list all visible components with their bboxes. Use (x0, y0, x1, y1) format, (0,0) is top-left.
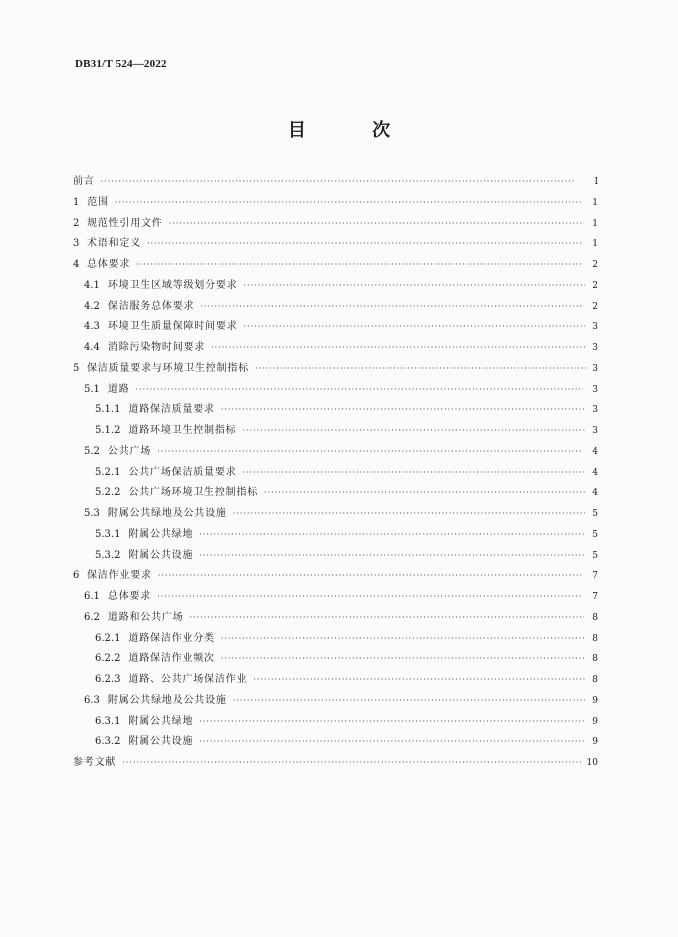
toc-entry-page: 3 (592, 426, 598, 436)
toc-entry-number: 6.3.2 (95, 736, 121, 748)
toc-dot-leader (157, 442, 583, 462)
toc-entry-title: 道路保洁作业分类 (128, 632, 215, 644)
toc-entry-page: 9 (592, 695, 598, 706)
toc-entry-title: 附属公共设施 (128, 736, 194, 748)
toc-entry-page: 4 (592, 488, 598, 499)
toc-entry-page: 8 (592, 633, 598, 644)
toc-entry-page: 3 (592, 343, 598, 353)
toc-dot-leader (136, 380, 583, 400)
toc-entry[interactable] (73, 214, 598, 235)
toc-entry-title: 道路 (107, 383, 130, 395)
toc-entry-title: 附属公共绿地及公共设施 (107, 694, 227, 706)
toc-entry-title: 环境卫生质量保障时间要求 (107, 321, 238, 333)
toc-entry-number: 6 (73, 570, 80, 582)
toc-entry-number: 5 (73, 362, 80, 374)
toc-dot-leader (242, 463, 585, 483)
toc-entry[interactable] (73, 483, 598, 504)
toc-entry-title: 术语和定义 (87, 238, 141, 250)
toc-entry-number: 4.4 (84, 342, 100, 353)
toc-entry[interactable] (73, 691, 598, 712)
toc-entry-page: 5 (592, 509, 598, 519)
toc-entry[interactable] (73, 670, 598, 691)
toc-entry-title: 附属公共绿地 (128, 528, 194, 540)
toc-entry[interactable] (73, 566, 598, 587)
toc-entry[interactable] (73, 753, 598, 774)
toc-dot-leader (233, 691, 585, 711)
toc-entry[interactable] (73, 463, 598, 484)
toc-dot-leader (122, 753, 582, 773)
toc-entry[interactable] (73, 172, 598, 193)
page-title: 目 次 (287, 120, 421, 141)
toc-entry-title: 公共广场 (107, 445, 152, 457)
toc-entry-number: 5.3.2 (95, 549, 121, 561)
toc-dot-leader (253, 670, 585, 690)
toc-entry-title: 规范性引用文件 (87, 217, 163, 229)
toc-dot-leader (211, 338, 584, 358)
toc-dot-leader (136, 255, 583, 275)
toc-entry-number: 5.2 (84, 445, 100, 457)
toc-entry-page: 2 (592, 260, 598, 270)
toc-dot-leader (199, 525, 584, 545)
toc-entry-number: 6.2.3 (95, 674, 121, 685)
toc-entry[interactable] (73, 421, 598, 442)
toc-entry[interactable] (73, 297, 598, 318)
toc-entry-title: 保洁服务总体要求 (107, 300, 195, 312)
toc-entry-page: 5 (592, 550, 598, 561)
toc-entry-page: 9 (592, 716, 598, 727)
table-of-contents (73, 172, 598, 774)
toc-entry[interactable] (73, 608, 598, 629)
toc-entry-number: 1 (73, 196, 80, 208)
toc-entry[interactable] (73, 193, 598, 214)
toc-entry[interactable] (73, 504, 598, 525)
toc-dot-leader (242, 421, 585, 441)
toc-dot-leader (255, 359, 586, 379)
toc-dot-leader (221, 400, 585, 420)
toc-entry-number: 4.3 (84, 321, 100, 333)
toc-entry-number: 2 (73, 217, 80, 229)
toc-entry-title: 附属公共绿地及公共设施 (107, 508, 227, 519)
toc-entry-page: 8 (592, 675, 598, 685)
toc-dot-leader (200, 297, 584, 317)
toc-dot-leader (190, 608, 585, 628)
toc-entry-title: 公共广场环境卫生控制指标 (128, 487, 259, 499)
toc-entry-page: I (594, 177, 598, 187)
toc-entry-page: 1 (592, 218, 598, 229)
toc-dot-leader (157, 587, 583, 607)
toc-entry-number: 4 (73, 259, 80, 270)
toc-entry[interactable] (73, 359, 598, 380)
toc-entry-title: 保洁质量要求与环境卫生控制指标 (87, 362, 249, 374)
toc-entry[interactable] (73, 649, 598, 670)
toc-entry-title: 附属公共绿地 (128, 715, 194, 727)
toc-dot-leader (115, 193, 582, 213)
toc-entry[interactable] (73, 525, 598, 546)
toc-entry[interactable] (73, 317, 598, 338)
toc-entry-number: 6.3.1 (95, 715, 121, 727)
toc-entry-page: 2 (592, 301, 598, 312)
toc-entry-number: 6.2.2 (95, 653, 121, 665)
toc-entry-title: 环境卫生区域等级划分要求 (107, 279, 238, 291)
toc-dot-leader (199, 712, 584, 732)
toc-entry-number: 6.1 (84, 591, 100, 602)
toc-entry-title: 道路保洁质量要求 (128, 404, 215, 416)
toc-entry[interactable] (73, 442, 598, 463)
toc-entry-page: 3 (592, 384, 598, 395)
toc-entry-number: 5.3.1 (95, 528, 121, 540)
toc-dot-leader (199, 546, 584, 566)
toc-entry-title: 公共广场保洁质量要求 (128, 466, 237, 478)
toc-entry-page: 1 (592, 197, 598, 208)
toc-entry-title: 总体要求 (107, 591, 152, 602)
toc-entry-number: 4.2 (84, 300, 100, 312)
toc-entry[interactable] (73, 546, 598, 567)
toc-entry-page: 5 (592, 529, 598, 540)
toc-entry-page: 3 (592, 405, 598, 416)
toc-entry-title: 消除污染物时间要求 (107, 342, 206, 353)
toc-entry-title: 范围 (87, 196, 109, 208)
toc-entry-page: 8 (592, 654, 598, 665)
toc-entry[interactable] (73, 234, 598, 255)
toc-entry-title: 保洁作业要求 (87, 570, 152, 582)
toc-entry-page: 3 (592, 322, 598, 333)
toc-entry[interactable] (73, 255, 598, 276)
toc-entry-number: 5.1.2 (95, 425, 121, 436)
toc-entry-page: 7 (592, 571, 598, 582)
toc-entry-title: 道路环境卫生控制指标 (128, 425, 237, 436)
toc-entry[interactable] (73, 629, 598, 650)
toc-entry-title: 附属公共设施 (128, 549, 194, 561)
document-code: DB31/T 524—2022 (75, 58, 167, 70)
toc-entry-number: 5.2.2 (95, 487, 121, 499)
toc-entry[interactable] (73, 380, 598, 401)
toc-dot-leader (221, 629, 585, 649)
toc-entry-page: 9 (592, 737, 598, 748)
toc-entry-page: 7 (592, 592, 598, 602)
toc-dot-leader (101, 172, 582, 192)
toc-entry-page: 4 (592, 467, 598, 478)
toc-entry-page: 8 (592, 612, 598, 623)
toc-entry-number: 5.1.1 (95, 404, 121, 416)
toc-entry-number: 3 (73, 238, 80, 250)
toc-entry-title: 道路、公共广场保洁作业 (128, 674, 248, 685)
toc-entry[interactable] (73, 712, 598, 733)
toc-entry-number: 4.1 (84, 279, 100, 291)
toc-entry-number: 5.1 (84, 383, 100, 395)
toc-entry-number: 6.2.1 (95, 632, 121, 644)
toc-entry-title: 道路保洁作业频次 (128, 653, 215, 665)
toc-dot-leader (244, 276, 586, 296)
toc-entry[interactable] (73, 732, 598, 753)
toc-entry-number: 5.2.1 (95, 466, 121, 478)
toc-entry-page: 2 (592, 280, 598, 291)
toc-entry-page: 3 (592, 363, 598, 374)
toc-entry-number: 6.3 (84, 694, 100, 706)
toc-entry-title: 总体要求 (87, 259, 131, 270)
toc-dot-leader (199, 732, 584, 752)
toc-entry-number: 6.2 (84, 611, 100, 623)
toc-entry-page: 1 (592, 239, 598, 250)
toc-dot-leader (221, 649, 585, 669)
toc-entry-title: 道路和公共广场 (107, 611, 184, 623)
toc-dot-leader (233, 504, 585, 524)
toc-dot-leader (169, 214, 584, 234)
toc-entry-title: 参考文献 (73, 757, 117, 768)
toc-entry[interactable] (73, 338, 598, 359)
toc-entry[interactable] (73, 276, 598, 297)
toc-entry-page: 4 (592, 446, 598, 457)
toc-dot-leader (264, 483, 586, 503)
toc-dot-leader (244, 317, 586, 337)
toc-entry-number: 5.3 (84, 508, 100, 519)
toc-dot-leader (147, 234, 583, 254)
toc-entry-page: 10 (586, 758, 598, 768)
toc-entry[interactable] (73, 587, 598, 608)
toc-entry-title: 前言 (73, 176, 95, 187)
toc-entry[interactable] (73, 400, 598, 421)
toc-dot-leader (158, 566, 583, 586)
